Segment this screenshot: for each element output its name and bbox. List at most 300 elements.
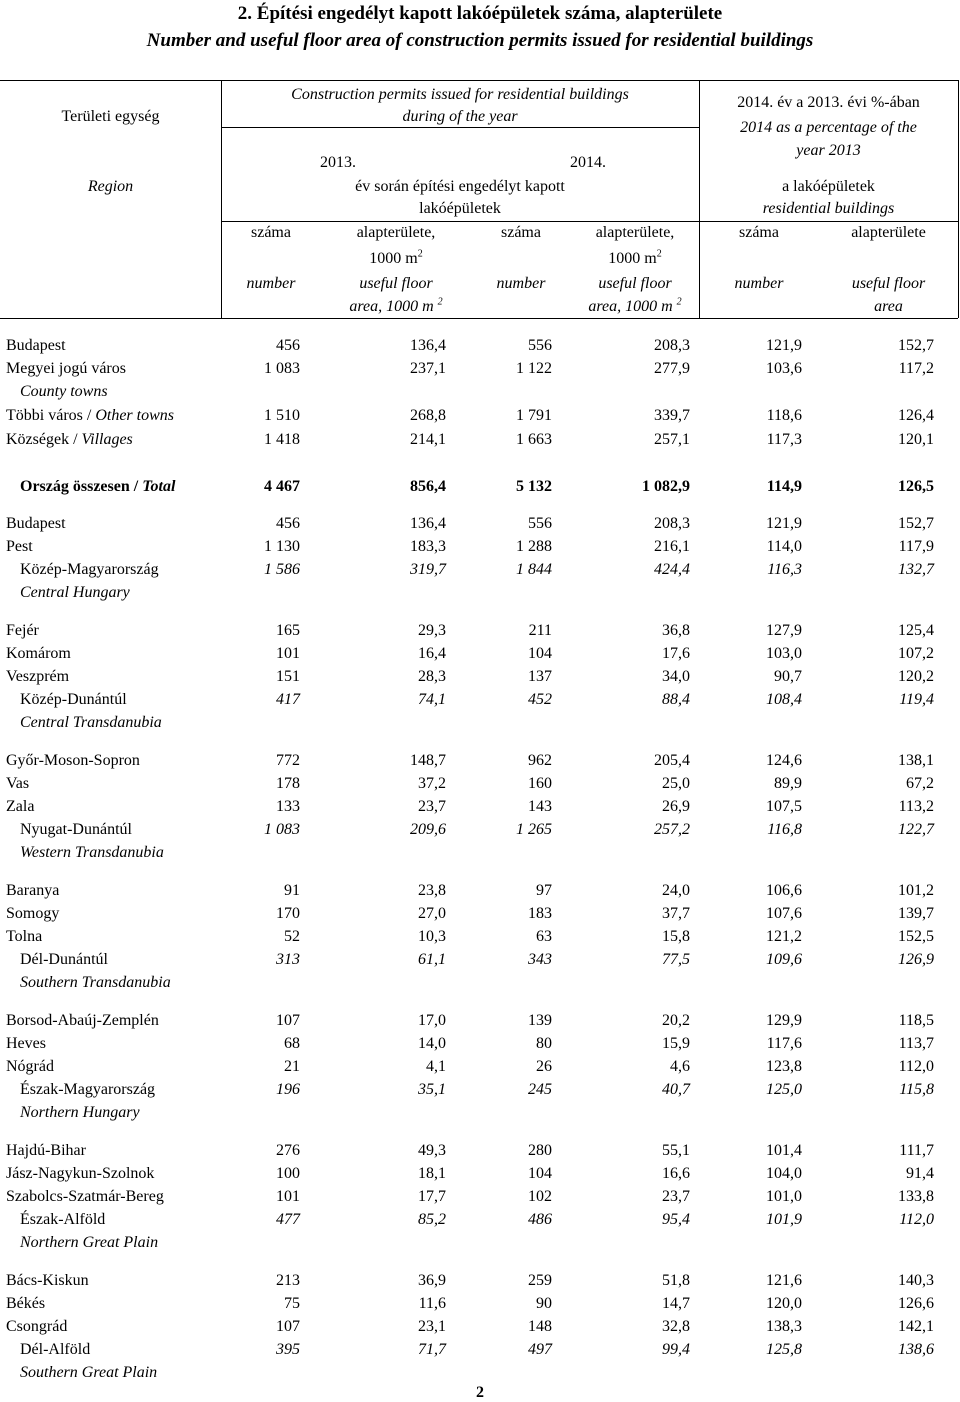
permits-header-hu-2: lakóépületek xyxy=(419,200,501,217)
pct-header-hu: 2014. év a 2013. évi %-ában xyxy=(737,94,920,111)
cell-value: 101,9 xyxy=(766,1211,802,1228)
cell-value: 119,4 xyxy=(899,691,934,708)
row-label-hu: Heves xyxy=(6,1035,46,1052)
cell-value: 117,9 xyxy=(898,538,934,555)
table-row xyxy=(0,902,960,925)
col-number-2014: number xyxy=(496,275,546,292)
cell-value: 319,7 xyxy=(410,561,446,578)
cell-value: 24,0 xyxy=(662,882,690,899)
cell-value: 123,8 xyxy=(766,1058,802,1075)
cell-value: 121,9 xyxy=(766,515,802,532)
row-label-hu: Dél-Alföld xyxy=(20,1341,91,1358)
cell-value: 245 xyxy=(528,1081,552,1098)
table-row xyxy=(0,1162,960,1185)
cell-value: 106,6 xyxy=(766,882,802,899)
row-label xyxy=(20,818,132,841)
cell-value: 856,4 xyxy=(410,478,446,495)
cell-value: 67,2 xyxy=(906,775,934,792)
cell-value: 52 xyxy=(284,928,300,945)
row-sublabel-en: Southern Great Plain xyxy=(20,1364,158,1381)
cell-value: 151 xyxy=(276,668,300,685)
cell-value: 214,1 xyxy=(410,431,446,448)
cell-value: 91 xyxy=(284,882,300,899)
cell-value: 118,5 xyxy=(898,1012,934,1029)
cell-value: 113,2 xyxy=(898,798,934,815)
cell-value: 68 xyxy=(284,1035,300,1052)
cell-value: 497 xyxy=(528,1341,552,1358)
cell-value: 120,2 xyxy=(898,668,934,685)
table-row xyxy=(0,619,960,642)
cell-value: 16,4 xyxy=(418,645,446,662)
cell-value: 1 586 xyxy=(264,561,300,578)
col-area-2014: alapterülete, xyxy=(595,224,675,241)
table-row xyxy=(0,404,960,427)
table-row xyxy=(0,512,960,535)
cell-value: 111,7 xyxy=(899,1142,934,1159)
table-row xyxy=(0,665,960,688)
row-label-hu: Községek / xyxy=(6,431,82,448)
cell-value: 10,3 xyxy=(418,928,446,945)
cell-value: 124,6 xyxy=(766,752,802,769)
cell-value: 277,9 xyxy=(654,360,690,377)
col-number-2013: number xyxy=(246,275,296,292)
cell-value: 213 xyxy=(276,1272,300,1289)
row-label-hu: Fejér xyxy=(6,622,39,639)
row-label-hu: Békés xyxy=(6,1295,46,1312)
cell-value: 23,7 xyxy=(662,1188,690,1205)
cell-value: 133 xyxy=(276,798,300,815)
cell-value: 120,0 xyxy=(766,1295,802,1312)
cell-value: 121,6 xyxy=(766,1272,802,1289)
cell-value: 4 467 xyxy=(264,478,300,495)
permits-header-hu-1: év során építési engedélyt kapott xyxy=(355,178,565,195)
cell-value: 395 xyxy=(276,1341,300,1358)
row-label-en: Other towns xyxy=(95,407,174,424)
permits-header-en-1: Construction permits issued for residential buildings xyxy=(291,86,629,103)
cell-value: 17,0 xyxy=(418,1012,446,1029)
page-number: 2 xyxy=(476,1384,484,1401)
cell-value: 97 xyxy=(536,882,552,899)
col-divider-3 xyxy=(958,80,959,318)
row-label xyxy=(20,1078,155,1101)
cell-value: 103,0 xyxy=(766,645,802,662)
cell-value: 14,7 xyxy=(662,1295,690,1312)
row-label-hu: Közép-Magyarország xyxy=(20,561,159,578)
row-label-hu: Nógrád xyxy=(6,1058,54,1075)
cell-value: 101 xyxy=(276,645,300,662)
cell-value: 23,7 xyxy=(418,798,446,815)
cell-value: 32,8 xyxy=(662,1318,690,1335)
row-label-hu: Észak-Magyarország xyxy=(20,1081,156,1098)
cell-value: 133,8 xyxy=(898,1188,934,1205)
cell-value: 91,4 xyxy=(906,1165,934,1182)
cell-value: 103,6 xyxy=(766,360,802,377)
cell-value: 556 xyxy=(528,337,552,354)
pct-header-en-2: year 2013 xyxy=(796,142,861,159)
cell-value: 136,4 xyxy=(410,515,446,532)
cell-value: 1 083 xyxy=(264,360,300,377)
cell-value: 1 122 xyxy=(516,360,552,377)
cell-value: 95,4 xyxy=(662,1211,690,1228)
row-label xyxy=(20,1208,105,1231)
cell-value: 89,9 xyxy=(774,775,802,792)
row-label xyxy=(6,334,66,357)
cell-value: 104 xyxy=(528,1165,552,1182)
row-label xyxy=(20,1338,90,1361)
cell-value: 25,0 xyxy=(662,775,690,792)
cell-value: 148 xyxy=(528,1318,552,1335)
cell-value: 107 xyxy=(276,1012,300,1029)
cell-value: 15,9 xyxy=(662,1035,690,1052)
row-label-hu: Észak-Alföld xyxy=(20,1211,106,1228)
row-sublabel-en: Northern Hungary xyxy=(20,1104,140,1121)
cell-value: 1 663 xyxy=(516,431,552,448)
table-row xyxy=(0,749,960,772)
cell-value: 132,7 xyxy=(898,561,934,578)
cell-value: 772 xyxy=(276,752,300,769)
row-label-hu: Közép-Dunántúl xyxy=(20,691,127,708)
cell-value: 104 xyxy=(528,645,552,662)
pct-header-en-1: 2014 as a percentage of the xyxy=(740,119,917,136)
cell-value: 75 xyxy=(284,1295,300,1312)
cell-value: 36,9 xyxy=(418,1272,446,1289)
row-label-hu: Borsod-Abaúj-Zemplén xyxy=(6,1012,159,1029)
cell-value: 142,1 xyxy=(898,1318,934,1335)
cell-value: 122,7 xyxy=(898,821,934,838)
col-useful-2014: useful floor xyxy=(598,275,672,292)
cell-value: 107,6 xyxy=(766,905,802,922)
cell-value: 80 xyxy=(536,1035,552,1052)
cell-value: 1 418 xyxy=(264,431,300,448)
cell-value: 259 xyxy=(528,1272,552,1289)
cell-value: 148,7 xyxy=(410,752,446,769)
row-label xyxy=(6,1269,89,1292)
cell-value: 4,6 xyxy=(670,1058,690,1075)
table-row xyxy=(0,535,960,558)
cell-value: 71,7 xyxy=(418,1341,446,1358)
cell-value: 26 xyxy=(536,1058,552,1075)
row-label xyxy=(20,475,175,498)
table-row xyxy=(0,475,960,498)
cell-value: 280 xyxy=(528,1142,552,1159)
area-unit-2014: area, 1000 m $^2$ xyxy=(588,296,682,315)
cell-value: 115,8 xyxy=(899,1081,934,1098)
cell-value: 1 083 xyxy=(264,821,300,838)
cell-value: 108,4 xyxy=(766,691,802,708)
table-row xyxy=(0,642,960,665)
cell-value: 165 xyxy=(276,622,300,639)
row-label xyxy=(6,1055,54,1078)
row-label xyxy=(6,404,174,427)
row-label xyxy=(6,1032,46,1055)
row-label xyxy=(6,1009,159,1032)
title-hu: 2. Építési engedélyt kapott lakóépületek száma, alapterülete xyxy=(237,3,723,24)
table-row xyxy=(0,1185,960,1208)
table-row xyxy=(0,558,960,581)
cell-value: 170 xyxy=(276,905,300,922)
row-label-hu: Budapest xyxy=(6,337,66,354)
cell-value: 125,0 xyxy=(766,1081,802,1098)
row-label xyxy=(20,558,159,581)
cell-value: 452 xyxy=(528,691,552,708)
row-label xyxy=(6,772,29,795)
table-row xyxy=(0,1032,960,1055)
cell-value: 112,0 xyxy=(899,1211,934,1228)
cell-value: 63 xyxy=(536,928,552,945)
cell-value: 139 xyxy=(528,1012,552,1029)
row-label-hu: Pest xyxy=(6,538,33,555)
cell-value: 107 xyxy=(276,1318,300,1335)
cell-value: 1 082,9 xyxy=(642,478,690,495)
cell-value: 129,9 xyxy=(766,1012,802,1029)
col-szama-2013: száma xyxy=(251,224,291,241)
col-useful-2013: useful floor xyxy=(359,275,433,292)
cell-value: 138,6 xyxy=(898,1341,934,1358)
row-label xyxy=(6,902,59,925)
cell-value: 116,3 xyxy=(767,561,802,578)
row-label xyxy=(6,925,42,948)
cell-value: 36,8 xyxy=(662,622,690,639)
row-label-en: Total xyxy=(142,478,176,495)
title-en: Number and useful floor area of construction permits issued for residential buildings xyxy=(146,30,814,51)
header-bottom-rule xyxy=(0,318,958,319)
row-label-hu: Csongrád xyxy=(6,1318,68,1335)
cell-value: 20,2 xyxy=(662,1012,690,1029)
table-row xyxy=(0,1078,960,1101)
row-label xyxy=(6,1139,86,1162)
cell-value: 26,9 xyxy=(662,798,690,815)
cell-value: 138,1 xyxy=(898,752,934,769)
cell-value: 126,9 xyxy=(898,951,934,968)
cell-value: 183 xyxy=(528,905,552,922)
cell-value: 117,2 xyxy=(898,360,934,377)
col-szama-2014: száma xyxy=(501,224,541,241)
row-label-hu: Megyei jogú város xyxy=(6,360,126,377)
cell-value: 160 xyxy=(528,775,552,792)
table-row xyxy=(0,688,960,711)
table-row xyxy=(0,1208,960,1231)
row-sublabel-en: Central Transdanubia xyxy=(20,714,162,731)
cell-value: 126,6 xyxy=(898,1295,934,1312)
cell-value: 139,7 xyxy=(898,905,934,922)
row-label-hu: Jász-Nagykun-Szolnok xyxy=(6,1165,155,1182)
row-label xyxy=(6,535,33,558)
cell-value: 126,4 xyxy=(898,407,934,424)
cell-value: 18,1 xyxy=(418,1165,446,1182)
cell-value: 183,3 xyxy=(410,538,446,555)
row-label-hu: Dél-Dunántúl xyxy=(20,951,108,968)
cell-value: 90 xyxy=(536,1295,552,1312)
cell-value: 101 xyxy=(276,1188,300,1205)
cell-value: 1 791 xyxy=(516,407,552,424)
unit-2013: 1000 $m^2$ xyxy=(369,248,423,267)
cell-value: 101,0 xyxy=(766,1188,802,1205)
cell-value: 99,4 xyxy=(662,1341,690,1358)
table-row xyxy=(0,1269,960,1292)
row-label-hu: Szabolcs-Szatmár-Bereg xyxy=(6,1188,164,1205)
row-label xyxy=(6,512,66,535)
cell-value: 152,7 xyxy=(898,337,934,354)
table-row xyxy=(0,818,960,841)
cell-value: 208,3 xyxy=(654,515,690,532)
cell-value: 109,6 xyxy=(766,951,802,968)
row-label xyxy=(20,688,127,711)
row-label-hu: Győr-Moson-Sopron xyxy=(6,752,140,769)
cell-value: 116,8 xyxy=(767,821,802,838)
row-label-hu: Többi város / xyxy=(6,407,96,424)
cell-value: 23,1 xyxy=(418,1318,446,1335)
cell-value: 343 xyxy=(528,951,552,968)
cell-value: 486 xyxy=(528,1211,552,1228)
row-label xyxy=(6,1162,154,1185)
cell-value: 23,8 xyxy=(418,882,446,899)
cell-value: 4,1 xyxy=(426,1058,446,1075)
cell-value: 1 844 xyxy=(516,561,552,578)
cell-value: 40,7 xyxy=(662,1081,690,1098)
cell-value: 113,7 xyxy=(898,1035,934,1052)
cell-value: 276 xyxy=(276,1142,300,1159)
row-label xyxy=(6,879,59,902)
cell-value: 88,4 xyxy=(662,691,690,708)
table-row xyxy=(0,1292,960,1315)
cell-value: 313 xyxy=(276,951,300,968)
cell-value: 101,4 xyxy=(766,1142,802,1159)
row-label-hu: Somogy xyxy=(6,905,60,922)
residential-header-en: residential buildings xyxy=(762,200,895,217)
cell-value: 118,6 xyxy=(766,407,802,424)
cell-value: 257,2 xyxy=(654,821,690,838)
col-szama-pct: száma xyxy=(739,224,779,241)
cell-value: 136,4 xyxy=(410,337,446,354)
row-label xyxy=(6,1292,45,1315)
residential-header-hu: a lakóépületek xyxy=(782,178,875,195)
row-label-hu: Budapest xyxy=(6,515,66,532)
table-row xyxy=(0,879,960,902)
cell-value: 16,6 xyxy=(662,1165,690,1182)
cell-value: 424,4 xyxy=(654,561,690,578)
cell-value: 216,1 xyxy=(654,538,690,555)
row-sublabel-en: Southern Transdanubia xyxy=(20,974,171,991)
cell-value: 209,6 xyxy=(410,821,446,838)
area-unit-2013: area, 1000 m $^2$ xyxy=(349,296,443,315)
row-label-hu: Nyugat-Dunántúl xyxy=(20,821,132,838)
cell-value: 120,1 xyxy=(898,431,934,448)
cell-value: 77,5 xyxy=(662,951,690,968)
cell-value: 104,0 xyxy=(766,1165,802,1182)
cell-value: 117,6 xyxy=(766,1035,802,1052)
table-row xyxy=(0,925,960,948)
cell-value: 15,8 xyxy=(662,928,690,945)
row-label xyxy=(6,795,34,818)
table-row xyxy=(0,1338,960,1361)
cell-value: 55,1 xyxy=(662,1142,690,1159)
cell-value: 127,9 xyxy=(766,622,802,639)
col-number-pct: number xyxy=(734,275,784,292)
table-row xyxy=(0,357,960,380)
cell-value: 114,0 xyxy=(766,538,802,555)
cell-value: 477 xyxy=(276,1211,300,1228)
cell-value: 339,7 xyxy=(654,407,690,424)
cell-value: 121,9 xyxy=(766,337,802,354)
cell-value: 1 510 xyxy=(264,407,300,424)
cell-value: 14,0 xyxy=(418,1035,446,1052)
cell-value: 112,0 xyxy=(898,1058,934,1075)
cell-value: 456 xyxy=(276,515,300,532)
year-2013: 2013. xyxy=(320,154,356,171)
row-label-hu: Bács-Kiskun xyxy=(6,1272,89,1289)
cell-value: 90,7 xyxy=(774,668,802,685)
cell-value: 102 xyxy=(528,1188,552,1205)
cell-value: 1 130 xyxy=(264,538,300,555)
cell-value: 85,2 xyxy=(418,1211,446,1228)
unit-2014: 1000 $m^2$ xyxy=(608,248,662,267)
header-top-rule xyxy=(0,80,958,81)
table-row xyxy=(0,334,960,357)
cell-value: 121,2 xyxy=(766,928,802,945)
cell-value: 257,1 xyxy=(654,431,690,448)
table-row xyxy=(0,428,960,451)
row-sublabel-en: Northern Great Plain xyxy=(20,1234,159,1251)
cell-value: 74,1 xyxy=(418,691,446,708)
cell-value: 37,7 xyxy=(662,905,690,922)
cell-value: 37,2 xyxy=(418,775,446,792)
row-sublabel-en: Western Transdanubia xyxy=(20,844,164,861)
cell-value: 5 132 xyxy=(516,478,552,495)
table-row xyxy=(0,1315,960,1338)
cell-value: 107,2 xyxy=(898,645,934,662)
cell-value: 34,0 xyxy=(662,668,690,685)
cell-value: 205,4 xyxy=(654,752,690,769)
cell-value: 125,4 xyxy=(898,622,934,639)
cell-value: 456 xyxy=(276,337,300,354)
table-row xyxy=(0,948,960,971)
cell-value: 126,5 xyxy=(898,478,934,495)
cell-value: 28,3 xyxy=(418,668,446,685)
cell-value: 211 xyxy=(528,622,552,639)
row-label-en: Villages xyxy=(81,431,133,448)
row-label-hu: Komárom xyxy=(6,645,71,662)
table-row xyxy=(0,1009,960,1032)
cell-value: 114,9 xyxy=(766,478,802,495)
row-label-hu: Tolna xyxy=(6,928,43,945)
row-label xyxy=(6,428,133,451)
col-area-2013: alapterülete, xyxy=(356,224,436,241)
cell-value: 51,8 xyxy=(662,1272,690,1289)
cell-value: 107,5 xyxy=(766,798,802,815)
cell-value: 11,6 xyxy=(418,1295,446,1312)
row-sublabel-en: Central Hungary xyxy=(20,584,130,601)
col-useful-pct: useful floor xyxy=(851,275,926,292)
cell-value: 21 xyxy=(284,1058,300,1075)
cell-value: 237,1 xyxy=(410,360,446,377)
cell-value: 152,7 xyxy=(898,515,934,532)
cell-value: 178 xyxy=(276,775,300,792)
cell-value: 101,2 xyxy=(898,882,934,899)
cell-value: 196 xyxy=(276,1081,300,1098)
table-row xyxy=(0,795,960,818)
cell-value: 556 xyxy=(528,515,552,532)
cell-value: 49,3 xyxy=(418,1142,446,1159)
table-row xyxy=(0,1139,960,1162)
cell-value: 17,6 xyxy=(662,645,690,662)
cell-value: 61,1 xyxy=(418,951,446,968)
row-label xyxy=(6,1185,164,1208)
cell-value: 962 xyxy=(528,752,552,769)
row-label xyxy=(6,665,69,688)
cell-value: 417 xyxy=(276,691,300,708)
cell-value: 140,3 xyxy=(898,1272,934,1289)
row-label-hu: Ország összesen / xyxy=(20,478,143,495)
